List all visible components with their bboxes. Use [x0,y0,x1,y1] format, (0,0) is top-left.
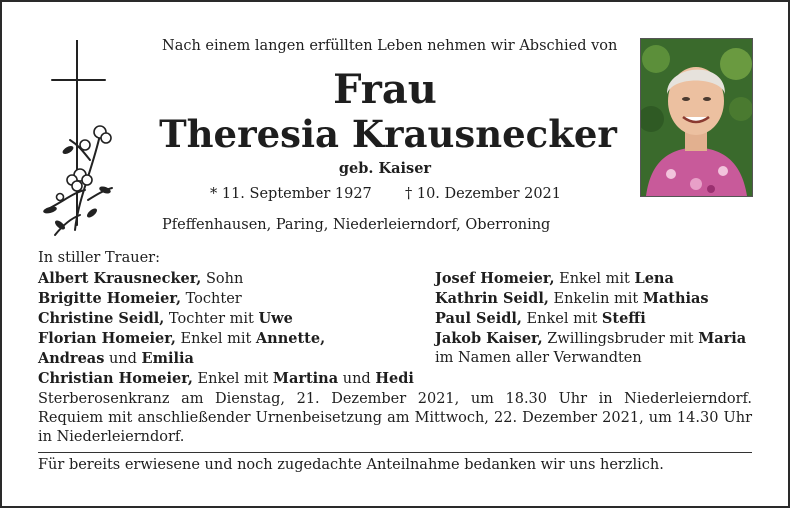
mourner-line [38,329,428,349]
mourner-line [435,329,765,349]
mourner-relation: Zwillingsbruder mit [542,331,699,347]
mourners-left-column [38,269,428,389]
mourner-line [435,289,765,309]
mourner-relation: Enkel mit [192,371,273,387]
mourner-line [435,349,765,368]
funeral-info: Sterberosenkranz am Dienstag, 21. Dezember 2021, um 18.30 Uhr in Niederleierndorf. Requiem mit anschließender Urnenbeisetzung am Mittwoch, 22. Dezember 2021, um 14.30 Uhr in Niederleierndorf. [38,391,752,445]
mourner-relation: Tochter mit [164,311,259,327]
mourners-right-column [435,269,765,368]
mourner-name: Maria [698,330,747,347]
mourner-name: Florian Homeier, [38,330,176,347]
intro-text: Nach einem langen erfüllten Leben nehmen wir Abschied von [162,38,618,54]
divider [38,452,752,453]
mourner-name: Paul Seidl, [435,310,522,327]
mourner-name: Kathrin Seidl, [435,290,549,307]
mourner-name: Uwe [258,310,293,327]
mourner-line [38,309,428,329]
mourner-name: Mathias [642,290,709,307]
maiden-name: geb. Kaiser [338,160,432,177]
mourner-name: Josef Homeier, [435,270,555,287]
mourner-line [435,269,765,289]
mourner-relation: Enkelin mit [548,291,643,307]
mourner-name: Lena [634,270,674,287]
deceased-name: Theresia Krausnecker [159,112,617,156]
mourner-name: Jakob Kaiser, [435,330,543,347]
mourner-name: Martina [272,370,339,387]
mourner-line [435,309,765,329]
mourner-name: Emilia [141,350,194,367]
mourner-name: Christine Seidl, [38,310,165,327]
mourner-line [38,289,428,309]
portrait-photo [640,38,753,197]
mourner-name: Annette, [255,330,326,347]
mourners-heading: In stiller Trauer: [38,250,160,266]
mourner-relation: und [338,371,376,387]
mourner-name: Christian Homeier, [38,370,193,387]
mourner-name: Albert Krausnecker, [38,270,202,287]
mourner-relation: Enkel mit [521,311,602,327]
birth-date: * 11. September 1927 [210,186,372,202]
death-date: † 10. Dezember 2021 [405,186,562,202]
mourner-name: Andreas [38,350,105,367]
mourner-relation: Enkel mit [175,331,256,347]
mourner-name: Brigitte Homeier, [38,290,182,307]
mourner-relation: und [104,351,142,367]
mourner-relation: Sohn [201,271,244,287]
mourner-relation: Tochter [181,291,242,307]
mourner-line [38,349,428,369]
mourner-line [38,369,428,389]
thanks-text: Für bereits erwiesene und noch zugedachte Anteilnahme bedanken wir uns herzlich. [38,457,664,473]
mourner-relation: im Namen aller Verwandten [435,350,642,366]
places-list: Pfeffenhausen, Paring, Niederleierndorf, Oberroning [162,217,551,233]
mourner-relation: Enkel mit [554,271,635,287]
mourner-name: Hedi [375,370,414,387]
mourner-name: Steffi [601,310,646,327]
cross-with-flowers-icon [30,40,125,240]
salutation: Frau [333,66,437,113]
mourner-line [38,269,428,289]
